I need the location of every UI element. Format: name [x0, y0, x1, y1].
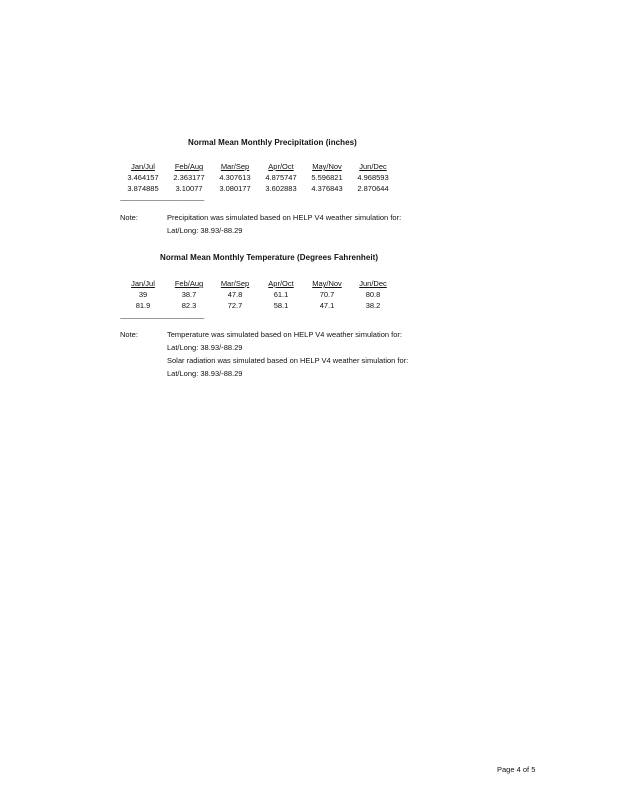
table-cell: 3.874885 — [127, 184, 159, 193]
page-number: Page 4 of 5 — [497, 765, 536, 774]
temperature-title: Normal Mean Monthly Temperature (Degrees Fahrenheit) — [160, 253, 379, 262]
table-cell: 5.596821 — [311, 173, 343, 182]
solar-note-line: Lat/Long: 38.93/-88.29 — [167, 369, 243, 378]
table-row — [120, 183, 396, 194]
precip-header-4: Apr/Oct — [268, 162, 294, 171]
table-cell: 3.602883 — [265, 184, 297, 193]
precipitation-note-line: Precipitation was simulated based on HELP V4 weather simulation for: — [167, 213, 402, 222]
solar-note-line: Solar radiation was simulated based on HELP V4 weather simulation for: — [167, 356, 409, 365]
temp-header-5: May/Nov — [312, 279, 342, 288]
table-cell: 38.2 — [365, 301, 381, 310]
table-cell: 82.3 — [181, 301, 197, 310]
table-cell: 3.464157 — [127, 173, 159, 182]
precipitation-table — [120, 161, 396, 194]
table-cell: 38.7 — [181, 290, 197, 299]
temperature-header-row — [120, 278, 396, 289]
temperature-table — [120, 278, 396, 311]
table-row — [120, 300, 396, 311]
precip-header-2: Feb/Aug — [174, 162, 204, 171]
precip-header-5: May/Nov — [312, 162, 342, 171]
table-cell: 4.968593 — [357, 173, 389, 182]
table-row — [120, 172, 396, 183]
table-cell: 81.9 — [135, 301, 151, 310]
precipitation-header-row — [120, 161, 396, 172]
precipitation-title: Normal Mean Monthly Precipitation (inches) — [188, 138, 357, 147]
temp-header-2: Feb/Aug — [174, 279, 204, 288]
table-cell: 4.376843 — [311, 184, 343, 193]
table-cell: 3.080177 — [219, 184, 251, 193]
table-cell: 70.7 — [319, 290, 335, 299]
table-cell: 47.1 — [319, 301, 335, 310]
temperature-note-line: Lat/Long: 38.93/-88.29 — [167, 343, 243, 352]
table-cell: 39 — [138, 290, 148, 299]
table-cell: 4.307613 — [219, 173, 251, 182]
table-cell: 3.10077 — [175, 184, 203, 193]
temp-header-1: Jan/Jul — [131, 279, 155, 288]
precip-header-3: Mar/Sep — [220, 162, 250, 171]
temp-header-3: Mar/Sep — [220, 279, 250, 288]
table-cell: 4.875747 — [265, 173, 297, 182]
temperature-note-line: Temperature was simulated based on HELP V4 weather simulation for: — [167, 330, 402, 339]
table-cell: 58.1 — [273, 301, 289, 310]
table-cell: 61.1 — [273, 290, 289, 299]
temp-header-6: Jun/Dec — [359, 279, 387, 288]
table-cell: 2.363177 — [173, 173, 205, 182]
precip-header-6: Jun/Dec — [359, 162, 387, 171]
precipitation-separator: ------------------------------------------------------------ — [120, 198, 204, 204]
temperature-note-label: Note: — [120, 330, 138, 339]
table-cell: 47.8 — [227, 290, 243, 299]
table-cell: 80.8 — [365, 290, 381, 299]
table-cell: 2.870644 — [357, 184, 389, 193]
precipitation-note-line: Lat/Long: 38.93/-88.29 — [167, 226, 243, 235]
table-row — [120, 289, 396, 300]
temperature-separator: ------------------------------------------------------------ — [120, 316, 204, 322]
table-cell: 72.7 — [227, 301, 243, 310]
precip-header-1: Jan/Jul — [131, 162, 155, 171]
temp-header-4: Apr/Oct — [268, 279, 294, 288]
precipitation-note-label: Note: — [120, 213, 138, 222]
